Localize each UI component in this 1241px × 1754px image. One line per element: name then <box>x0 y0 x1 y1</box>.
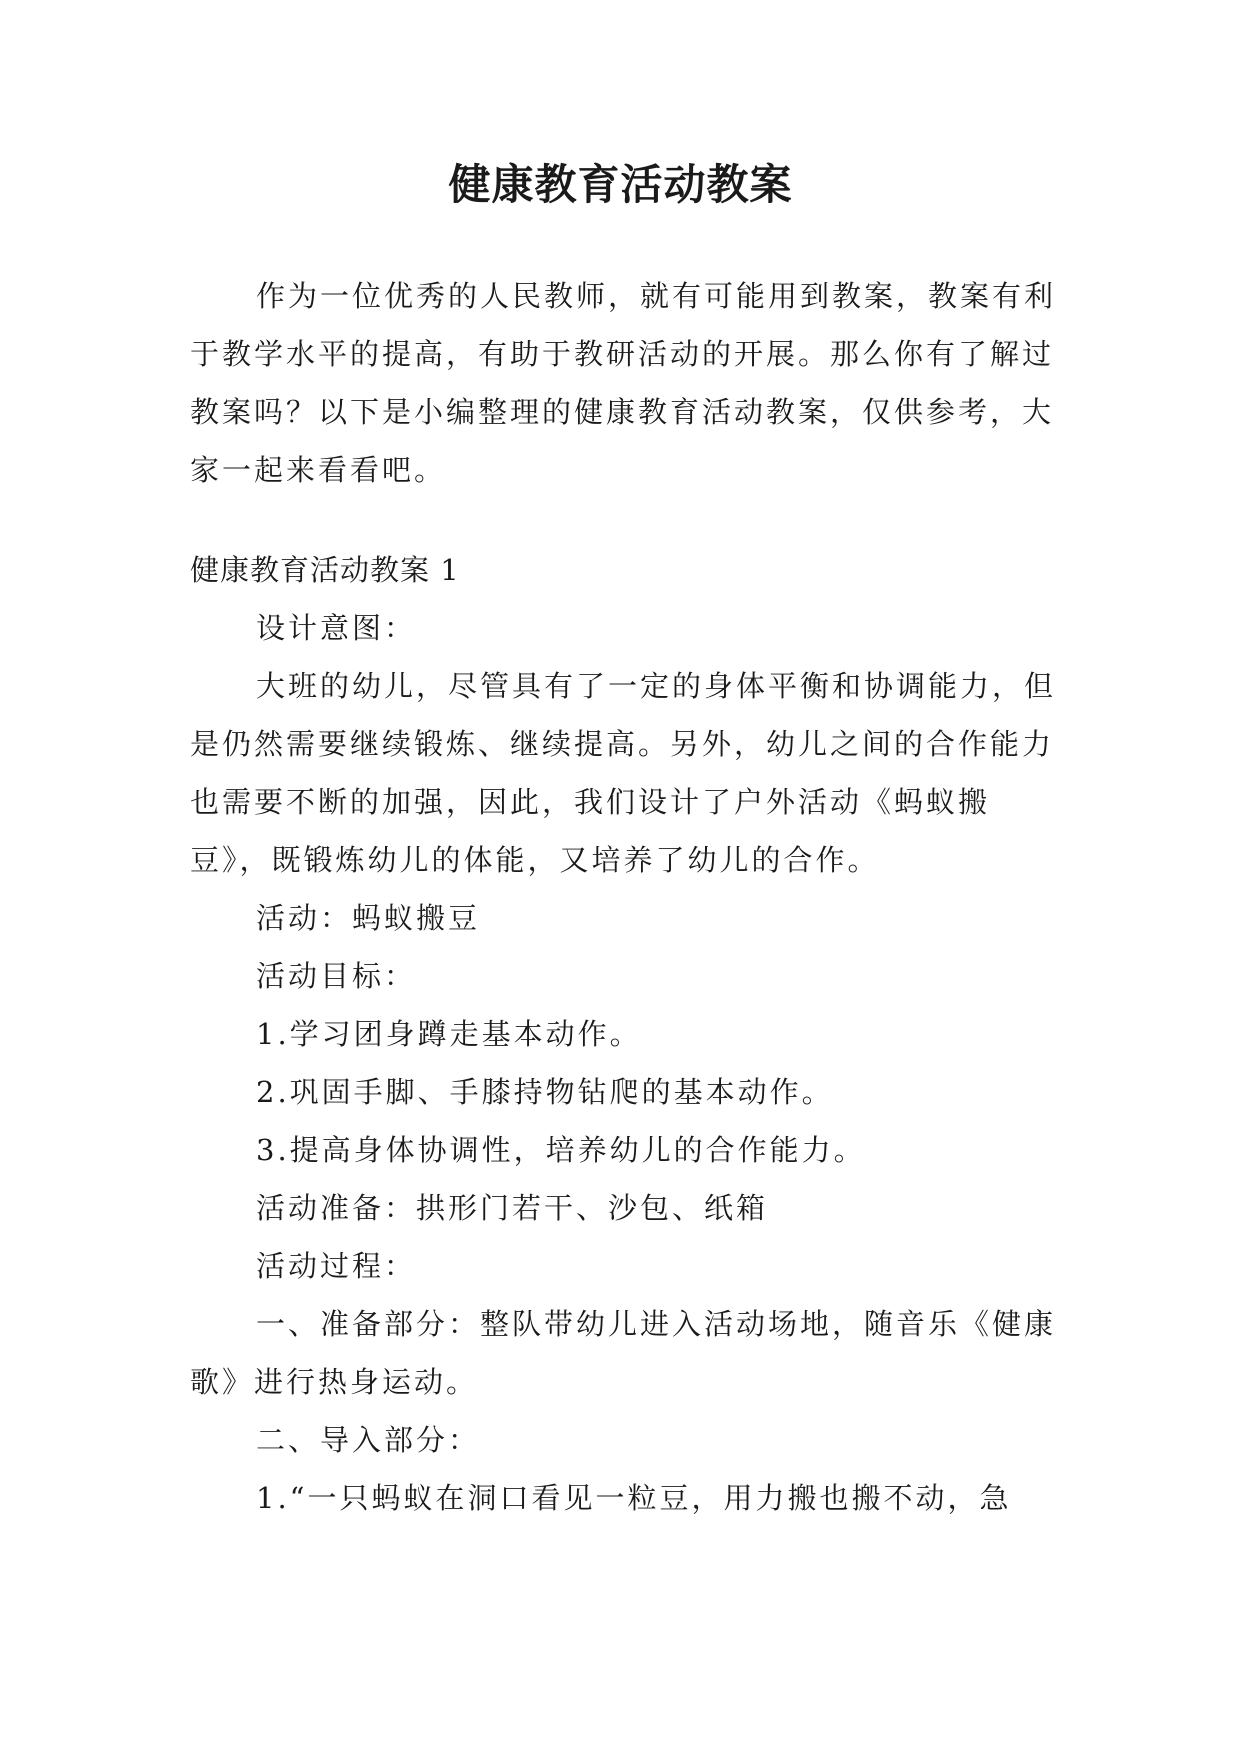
goal-item-1: 1.学习团身蹲走基本动作。 <box>256 1017 642 1051</box>
goal-item-3: 3.提高身体协调性，培养幼儿的合作能力。 <box>256 1133 866 1167</box>
activity-name: 活动：蚂蚁搬豆 <box>256 901 481 935</box>
document-body <box>190 267 1060 1527</box>
goal-item-2: 2.巩固手脚、手膝持物钻爬的基本动作。 <box>256 1075 834 1109</box>
process-step-2-label: 二、导入部分： <box>256 1423 481 1457</box>
activity-goals-label: 活动目标： <box>256 959 417 993</box>
intro-paragraph: 作为一位优秀的人民教师，就有可能用到教案，教案有利于教学水平的提高，有助于教研活动的开展。那么你有了解过教案吗？以下是小编整理的健康教育活动教案，仅供参考，大家一起来看看吧。 <box>190 279 1057 487</box>
document-title: 健康教育活动教案 <box>448 160 793 209</box>
process-step-1: 一、准备部分：整队带幼儿进入活动场地，随音乐《健康歌》进行热身运动。 <box>190 1307 1057 1399</box>
section-heading: 健康教育活动教案 1 <box>190 553 460 587</box>
activity-process-label: 活动过程： <box>256 1249 417 1283</box>
design-intent-paragraph: 大班的幼儿，尽管具有了一定的身体平衡和协调能力，但是仍然需要继续锻炼、继续提高。另外，幼儿之间的合作能力也需要不断的加强，因此，我们设计了户外活动《蚂蚁搬豆》，既锻炼幼儿的体能，又培养了幼儿的合作。 <box>190 669 1057 877</box>
paragraph-gap <box>190 499 1060 541</box>
activity-preparation: 活动准备：拱形门若干、沙包、纸箱 <box>256 1191 769 1225</box>
process-step-2-item-1: 1.“一只蚂蚁在洞口看见一粒豆，用力搬也搬不动，急 <box>256 1481 1012 1515</box>
design-intent-label: 设计意图： <box>256 611 417 645</box>
